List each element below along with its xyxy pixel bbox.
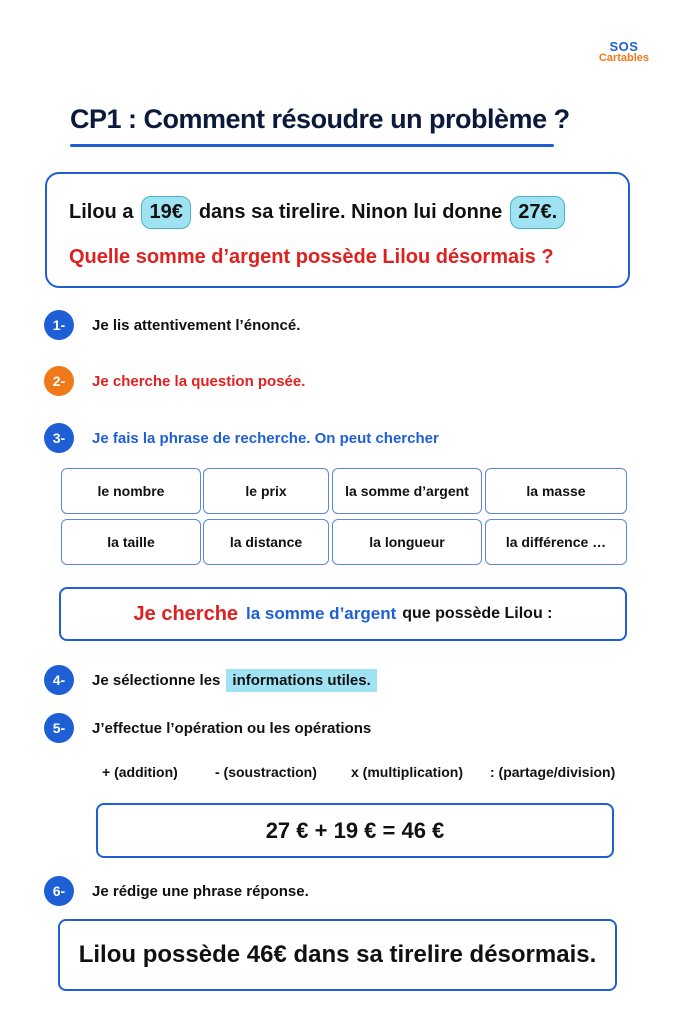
operation-addition: + (addition) (102, 764, 178, 780)
step-3 (44, 423, 439, 453)
search-option: la masse (485, 468, 627, 514)
step-4 (44, 665, 377, 695)
step-5 (44, 713, 371, 743)
step-6 (44, 876, 309, 906)
search-option: le prix (203, 468, 329, 514)
step-1 (44, 310, 300, 340)
logo-line2: Cartables (598, 52, 649, 64)
problem-line-1 (69, 196, 573, 229)
step-5-badge: 5- (44, 713, 74, 743)
search-option: le nombre (61, 468, 201, 514)
step-2-badge: 2- (44, 366, 74, 396)
search-option: la somme d’argent (332, 468, 482, 514)
page-title: CP1 : Comment résoudre un problème ? (70, 104, 570, 134)
calculation-text: 27 € + 19 € = 46 € (265, 817, 445, 843)
operation-subtraction: - (soustraction) (215, 764, 317, 780)
step-4-text: Je sélectionne les (92, 671, 221, 689)
step-3-badge: 3- (44, 423, 74, 453)
search-option: la différence … (485, 519, 627, 565)
step-4-badge: 4- (44, 665, 74, 695)
search-sentence-part2: la somme d’argent (246, 604, 397, 623)
sos-cartables-logo (599, 40, 649, 64)
operation-division: : (partage/division) (490, 764, 616, 780)
answer-box (58, 919, 617, 991)
search-sentence-box (59, 587, 627, 641)
title-underline (70, 144, 554, 147)
calculation-box (96, 803, 614, 858)
problem-statement-box (45, 172, 630, 288)
problem-text-1: Lilou a (69, 201, 134, 223)
step-1-text: Je lis attentivement l’énoncé. (92, 316, 301, 334)
search-sentence-part1: Je cherche (133, 602, 239, 625)
amount-2-pill: 27€. (510, 196, 565, 229)
step-5-text: J’effectue l’opération ou les opérations (92, 719, 372, 737)
amount-1-pill: 19€ (141, 196, 190, 229)
step-6-text: Je rédige une phrase réponse. (92, 882, 309, 900)
step-2-text: Je cherche la question posée. (92, 372, 306, 390)
step-4-highlight: informations utiles. (226, 669, 376, 692)
step-2 (44, 366, 305, 396)
search-sentence-part3: que possède Lilou : (402, 605, 553, 622)
answer-text: Lilou possède 46€ dans sa tirelire désormais. (78, 941, 597, 968)
search-option: la distance (203, 519, 329, 565)
operation-multiplication: x (multiplication) (351, 764, 463, 780)
search-option: la longueur (332, 519, 482, 565)
step-1-badge: 1- (44, 310, 74, 340)
search-option: la taille (61, 519, 201, 565)
step-6-badge: 6- (44, 876, 74, 906)
problem-text-2: dans sa tirelire. Ninon lui donne (198, 201, 503, 223)
problem-question: Quelle somme d’argent possède Lilou désormais ? (69, 246, 554, 268)
logo-line1: SOS (609, 39, 639, 54)
search-options-grid (61, 468, 627, 566)
step-3-text: Je fais la phrase de recherche. On peut chercher (92, 429, 439, 447)
